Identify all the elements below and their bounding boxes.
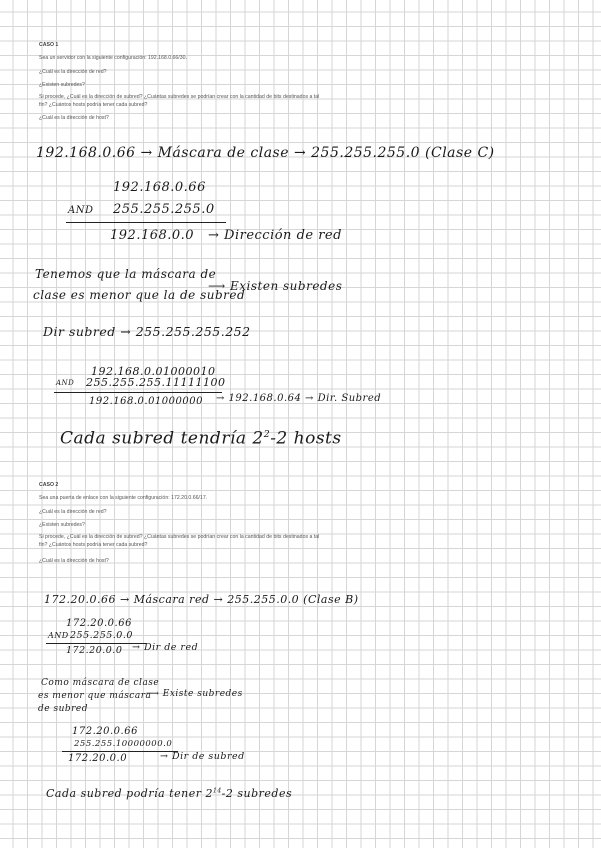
caso2-heading: CASO 2	[39, 482, 59, 488]
caso1-subnets-exist: ⟶ Existen subredes	[208, 279, 343, 293]
caso1-note-line-1: Tenemos que la máscara de	[35, 267, 217, 281]
caso2-question-2: ¿Existen subredes?	[39, 522, 85, 528]
caso1-and-mask: 255.255.255.0	[113, 202, 215, 217]
caso2-network-label: → Dir de red	[132, 642, 199, 653]
caso1-binary-mask: 255.255.255.11111100	[86, 376, 226, 389]
caso1-binary-and-operator: AND	[56, 379, 75, 387]
caso2-and-mask: 255.255.0.0	[70, 630, 133, 641]
caso2-question-4: ¿Cuál es la dirección de host?	[39, 558, 109, 564]
caso2-note-line-3: de subred	[38, 704, 89, 714]
caso2-and-ip: 172.20.0.66	[66, 618, 132, 629]
caso1-binary-rule	[54, 392, 222, 393]
caso2-and-rule	[46, 643, 146, 644]
caso1-and-operator: AND	[68, 205, 94, 216]
caso1-hosts-per-subnet	[60, 430, 342, 448]
caso2-subnets-suffix: -2 subredes	[221, 787, 293, 800]
caso1-hosts-text: Cada subred tendría 2	[60, 428, 264, 449]
caso2-subnet-label: → Dir de subred	[160, 751, 245, 762]
caso2-note-line-2: es menor que máscara	[38, 691, 152, 701]
caso2-sub-ip: 172.20.0.66	[72, 726, 138, 737]
caso1-and-ip: 192.168.0.66	[113, 180, 206, 195]
caso1-class-mask-line: 192.168.0.66 → Máscara de clase → 255.255.255.0 (Clase C)	[36, 145, 495, 161]
caso1-question-4: ¿Cuál es la dirección de host?	[39, 115, 109, 121]
caso2-subnets-exist: ⟶ Existe subredes	[146, 689, 243, 699]
caso2-sub-mask: 255.255.10000000.0	[74, 739, 173, 749]
caso1-intro: Sea un servidor con la siguiente configuración: 192.168.0.66/30.	[39, 55, 187, 61]
caso2-class-mask-line: 172.20.0.66 → Máscara red → 255.255.0.0 (Clase B)	[44, 593, 359, 606]
caso1-subnet-address: → 192.168.0.64 → Dir. Subred	[216, 393, 382, 404]
caso1-note-line-2: clase es menor que la de subred	[33, 288, 246, 302]
caso1-heading: CASO 1	[39, 42, 59, 48]
caso1-subnet-mask-line: Dir subred → 255.255.255.252	[43, 324, 251, 339]
caso1-network-address: 192.168.0.0	[110, 228, 195, 243]
caso2-subnets-count	[46, 788, 292, 799]
caso1-network-label: → Dirección de red	[208, 228, 342, 243]
caso1-hosts-suffix: -2 hosts	[270, 428, 342, 449]
caso2-question-1: ¿Cuál es la dirección de red?	[39, 509, 107, 515]
caso1-question-1: ¿Cuál es la dirección de red?	[39, 69, 107, 75]
caso1-question-2: ¿Existen subredes?	[39, 82, 85, 88]
caso2-and-operator: AND	[48, 631, 69, 640]
caso1-binary-ip: 192.168.0.01000010	[91, 365, 216, 378]
caso2-subnets-exponent: 14	[212, 787, 222, 795]
caso1-and-rule	[66, 222, 226, 223]
caso2-question-3: Si procede, ¿Cuál es la dirección de subred? ¿Cuántas subredes se podrían crear con la cantidad de bits destinados a tal fin? ¿Cuántos hosts podría tener cada subred?	[39, 534, 320, 548]
caso1-binary-result: 192.168.0.01000000	[89, 396, 203, 407]
caso2-subnets-text: Cada subred podría tener 2	[46, 787, 213, 800]
caso2-subnet-address: 172.20.0.0	[68, 753, 128, 764]
caso1-hosts-exponent: 2	[263, 429, 271, 440]
caso2-intro: Sea una puerta de enlace con la siguiente configuración: 172.20.0.66/17.	[39, 495, 208, 501]
caso1-question-3: Si procede, ¿Cuál es la dirección de subred? ¿Cuántas subredes se podrían crear con la cantidad de bits destinados a tal fin? ¿Cuántos hosts podría tener cada subred?	[39, 94, 320, 108]
caso2-network-address: 172.20.0.0	[66, 645, 123, 656]
caso2-note-line-1: Como máscara de clase	[41, 678, 160, 688]
